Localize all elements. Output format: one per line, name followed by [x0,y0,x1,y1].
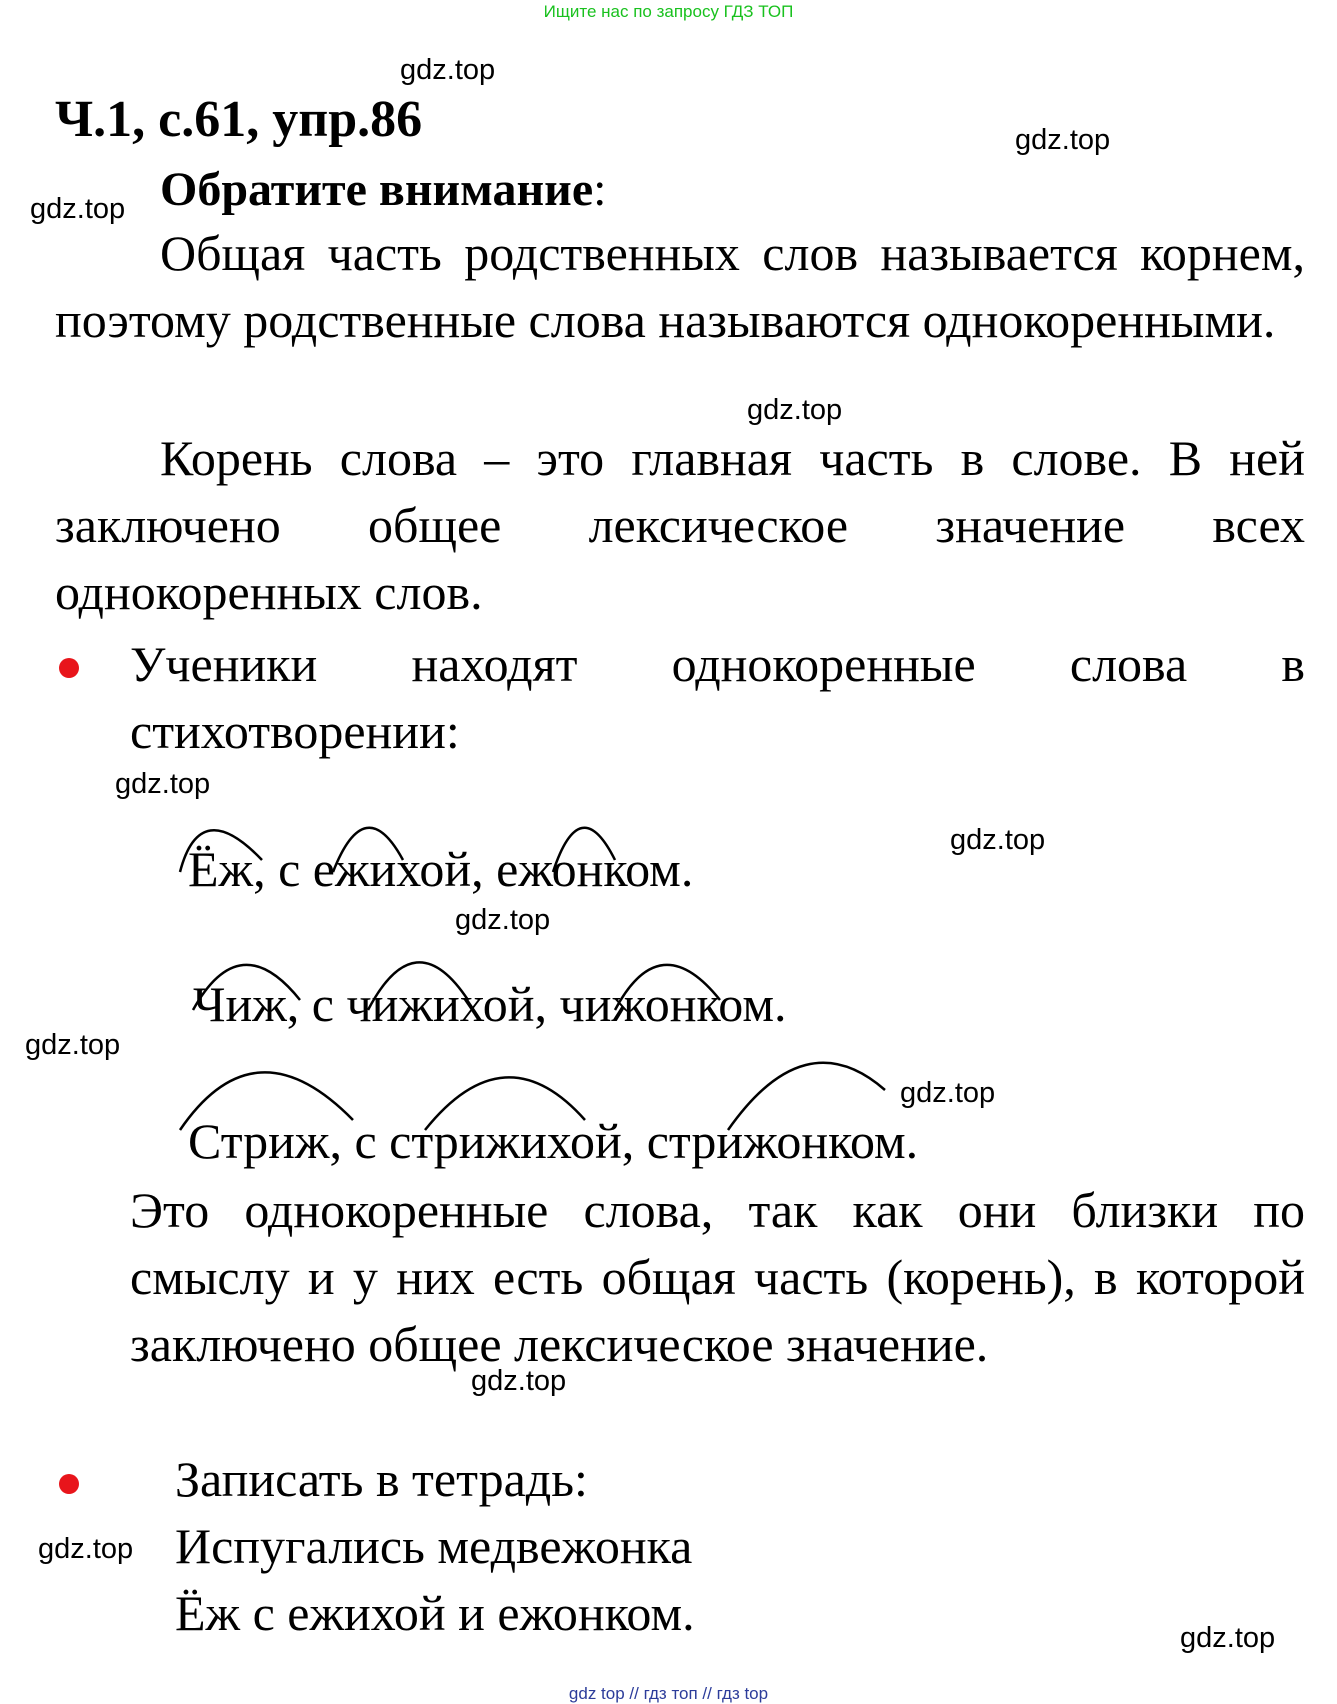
watermark: gdz.top [950,824,1046,856]
watermark: gdz.top [471,1365,567,1397]
note-paragraph-1: Общая часть родственных слов называется корнем, поэтому родственные слова называются однокоренными. [55,225,1305,348]
watermark: gdz.top [455,904,551,936]
explanation-paragraph: Это однокоренные слова, так как они близки по смыслу и у них есть общая часть (корень), в которой заключено общее лексическое значение. [130,1182,1305,1372]
watermark: gdz.top [25,1029,121,1061]
watermark: gdz.top [1180,1622,1276,1654]
notebook-line: Ёж с ежихой и ежонком. [175,1585,695,1641]
watermark: gdz.top [115,768,211,800]
poem-line: Чиж, с чижихой, чижонком. [193,976,787,1032]
watermark: gdz.top [38,1533,134,1565]
watermark: gdz.top [900,1077,996,1109]
note-heading-colon: : [593,163,607,216]
bullet-1-text: Ученики находят однокоренные слова в стихотворении: [130,636,1305,759]
watermark: gdz.top [30,193,126,225]
watermark: gdz.top [747,394,843,426]
bullet-2-text: Записать в тетрадь: [175,1451,588,1507]
note-heading-bold: Обратите внимание [160,163,594,216]
bullet-marker [59,1474,79,1494]
exercise-title: Ч.1, с.61, упр.86 [55,91,423,148]
footer: gdz top // гдз топ // гдз top [568,1684,769,1703]
watermark: gdz.top [1015,124,1111,156]
top-banner: Ищите нас по запросу ГДЗ ТОП [543,2,794,21]
watermark: gdz.top [400,54,496,86]
notebook-line: Испугались медвежонка [175,1518,693,1574]
note-paragraph-2: Корень слова – это главная часть в слове. В ней заключено общее лексическое значение всех однокоренных слов. [55,430,1305,620]
poem-line: Стриж, с стрижихой, стрижонком. [188,1113,919,1169]
poem-line: Ёж, с ежихой, ежонком. [188,841,694,897]
